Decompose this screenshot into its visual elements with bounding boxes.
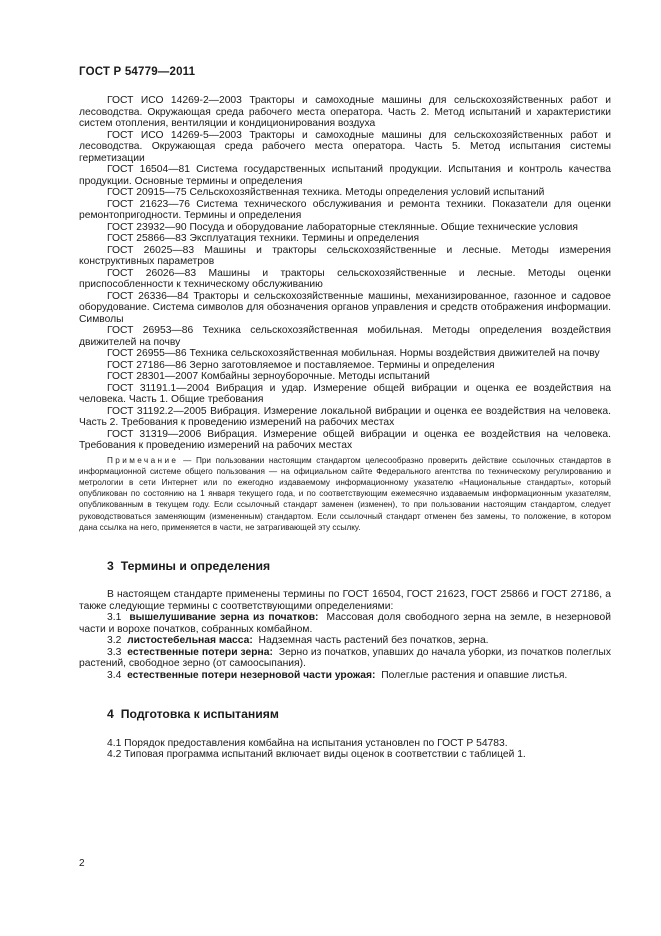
term-name: листостебельная масса: [127, 635, 253, 647]
reference-item: ГОСТ 31191.1—2004 Вибрация и удар. Измерение общей вибрации и оценка ее воздействия на человека. Часть 1. Общие требования [79, 382, 611, 405]
term-entry [79, 635, 611, 647]
reference-item: ГОСТ 25866—83 Эксплуатация техники. Термины и определения [107, 233, 420, 244]
reference-item: ГОСТ 31192.2—2005 Вибрация. Измерение локальной вибрации и оценка ее воздействия на человека. Часть 2. Требования к проведению измерений на рабочих местах [79, 405, 611, 428]
term-definition: Массовая доля свободного зерна на земле, в незерновой части и ворохе початков, собранных комбайном. [79, 612, 611, 635]
page-number: 2 [79, 858, 85, 869]
references-list [79, 95, 611, 452]
reference-item: ГОСТ ИСО 14269-5—2003 Тракторы и самоходные машины для сельскохозяйственных работ и лесоводства. Окружающая среда рабочего места оператора. Часть 5. Метод испытания системы герметизации [79, 129, 611, 164]
section-title: Термины и определения [120, 558, 271, 573]
section-4 [79, 709, 611, 761]
reference-item: ГОСТ 20915—75 Сельскохозяйственная техника. Методы определения условий испытаний [107, 187, 545, 198]
reference-item: ГОСТ 26955—86 Техника сельскохозяйственная мобильная. Нормы воздействия движителей на почву [107, 348, 600, 359]
section-3 [79, 558, 611, 682]
section-item: 4.1 Порядок предоставления комбайна на испытания установлен по ГОСТ Р 54783. [107, 737, 508, 749]
reference-item: ГОСТ 31319—2006 Вибрация. Измерение общей вибрации и оценка ее воздействия на человека. Требования к проведению измерений на рабочих местах [79, 428, 611, 451]
reference-item: ГОСТ ИСО 14269-2—2003 Тракторы и самоходные машины для сельскохозяйственных работ и лесоводства. Окружающая среда рабочего места оператора. Часть 2. Метод испытаний и характеристики систем отопления, вентиляции и кондиционирования воздуха [79, 95, 611, 129]
section-number: 4 [107, 707, 114, 722]
term-name: естественные потери незерновой части урожая: [127, 669, 376, 681]
term-entry [79, 647, 611, 670]
note-label: Примечание [107, 455, 179, 465]
reference-item: ГОСТ 26026—83 Машины и тракторы сельскохозяйственные и лесные. Методы оценки приспособленности к техническому обслуживанию [79, 267, 611, 290]
reference-item: ГОСТ 26336—84 Тракторы и сельскохозяйственные машины, механизированное, газонное и садовое оборудование. Система символов для обозначения органов управления и средств отображения информации. Символы [79, 290, 611, 325]
term-definition: Зерно из початков, упавших до начала уборки, из початков полеглых растений, свободное зерно (от самоосыпания). [79, 646, 611, 670]
section-title: Подготовка к испытаниям [120, 707, 279, 722]
reference-item: ГОСТ 27186—86 Зерно заготовляемое и поставляемое. Термины и определения [107, 359, 495, 371]
reference-item: ГОСТ 26025—83 Машины и тракторы сельскохозяйственные и лесные. Методы измерения конструктивных параметров [79, 244, 611, 267]
reference-item: ГОСТ 16504—81 Система государственных испытаний продукции. Испытания и контроль качества продукции. Основные термины и определения [79, 164, 611, 187]
note-paragraph [79, 455, 611, 533]
term-definition: Надземная часть растений без початков, зерна. [258, 635, 489, 647]
term-entry [79, 670, 611, 682]
section-item: 4.2 Типовая программа испытаний включает виды оценок в соответствии с таблицей 1. [107, 749, 526, 761]
reference-item: ГОСТ 23932—90 Посуда и оборудование лабораторные стеклянные. Общие технические условия [107, 221, 578, 233]
reference-item: ГОСТ 26953—86 Техника сельскохозяйственная мобильная. Методы определения воздействия движителей на почву [79, 325, 611, 348]
term-definition: Полеглые растения и опавшие листья. [381, 669, 568, 681]
term-number: 3.1 [107, 612, 122, 624]
page-header: ГОСТ Р 54779—2011 [79, 66, 196, 78]
term-number: 3.3 [107, 646, 122, 658]
term-number: 3.2 [107, 635, 122, 647]
section-number: 3 [107, 558, 114, 573]
section-heading [107, 709, 611, 721]
term-entry [79, 612, 611, 635]
reference-item: ГОСТ 28301—2007 Комбайны зерноуборочные. Методы испытаний [107, 371, 430, 382]
term-name: вышелушивание зерна из початков: [129, 612, 319, 624]
section-intro: В настоящем стандарте применены термины по ГОСТ 16504, ГОСТ 21623, ГОСТ 25866 и ГОСТ 27186, а также следующие термины с соответствующими определениями: [79, 589, 611, 612]
reference-item: ГОСТ 21623—76 Система технического обслуживания и ремонта техники. Показатели для оценки ремонтопригодности. Термины и определения [79, 198, 611, 221]
section-heading [107, 558, 611, 573]
term-name: естественные потери зерна: [127, 646, 273, 658]
term-number: 3.4 [107, 669, 122, 681]
document-body [79, 95, 611, 761]
note-text: — При пользовании настоящим стандартом целесообразно проверить действие ссылочных стандартов в информационной системе общего пользования — на официальном сайте Федерального агентства по техническому регулированию и метрологии в сети Интернет или по ежегодно издаваемому информационному указателю «Национальные стандарты», который опубликован по состоянию на 1 января текущего года, и по соответствующим ежемесячно издаваемым информационным указателям, опубликованным в текущем году. Если ссылочный стандарт заменен (изменен), то при пользовании настоящим стандартом, следует руководствоваться заменяющим (измененным) стандартом. Если ссылочный стандарт отменен без замены, то положение, в котором дана ссылка на него, применяется в части, не затрагивающей эту ссылку. [79, 455, 611, 532]
